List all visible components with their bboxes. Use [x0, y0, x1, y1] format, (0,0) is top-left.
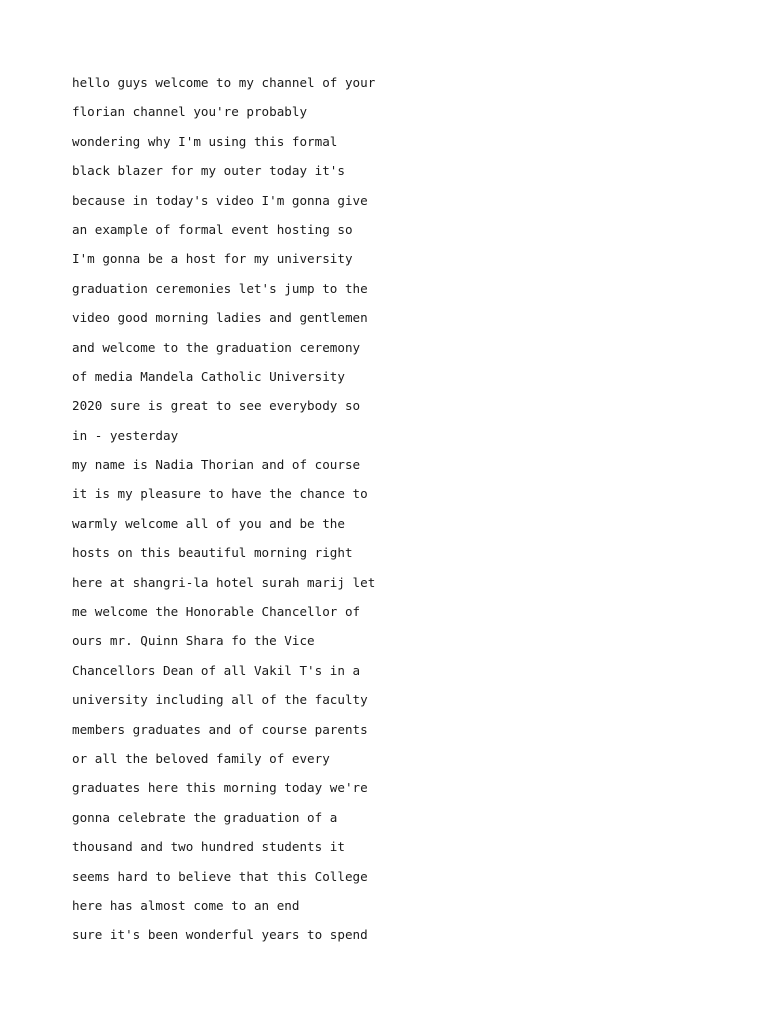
transcript-line: video good morning ladies and gentlemen [72, 310, 368, 326]
transcript-line: it is my pleasure to have the chance to [72, 486, 368, 502]
transcript-line: university including all of the faculty [72, 692, 368, 708]
transcript-line: me welcome the Honorable Chancellor of [72, 604, 361, 620]
transcript-line: in - yesterday [72, 427, 179, 443]
transcript-line: here at shangri-la hotel surah marij let [72, 574, 376, 590]
transcript-line: florian channel you're probably [72, 104, 308, 120]
transcript-line: because in today's video I'm gonna give [72, 192, 368, 208]
transcript-line: or all the beloved family of every [72, 750, 330, 766]
transcript-line: members graduates and of course parents [72, 721, 368, 737]
transcript-line: of media Mandela Catholic University [72, 368, 345, 384]
transcript-line: my name is Nadia Thorian and of course [72, 457, 361, 473]
transcript-line: Chancellors Dean of all Vakil T's in a [72, 662, 361, 678]
transcript-line: wondering why I'm using this formal [72, 133, 338, 149]
transcript-line: 2020 sure is great to see everybody so [72, 398, 361, 414]
transcript-line: ours mr. Quinn Shara fo the Vice [72, 633, 315, 649]
transcript-line: gonna celebrate the graduation of a [72, 809, 338, 825]
transcript-line: seems hard to believe that this College [72, 868, 368, 884]
transcript-line: black blazer for my outer today it's [72, 163, 345, 179]
transcript-line: graduates here this morning today we're [72, 780, 368, 796]
transcript-line: and welcome to the graduation ceremony [72, 339, 361, 355]
transcript-line: hosts on this beautiful morning right [72, 545, 353, 561]
transcript-line: sure it's been wonderful years to spend [72, 927, 368, 943]
transcript-line: thousand and two hundred students it [72, 839, 345, 855]
transcript-line: I'm gonna be a host for my university [72, 251, 353, 267]
transcript-line: warmly welcome all of you and be the [72, 515, 345, 531]
transcript-line: here has almost come to an end [72, 897, 300, 913]
transcript-line: an example of formal event hosting so [72, 221, 353, 237]
transcript-line: graduation ceremonies let's jump to the [72, 280, 368, 296]
transcript-text [72, 68, 375, 950]
transcript-line: hello guys welcome to my channel of your [72, 75, 376, 90]
